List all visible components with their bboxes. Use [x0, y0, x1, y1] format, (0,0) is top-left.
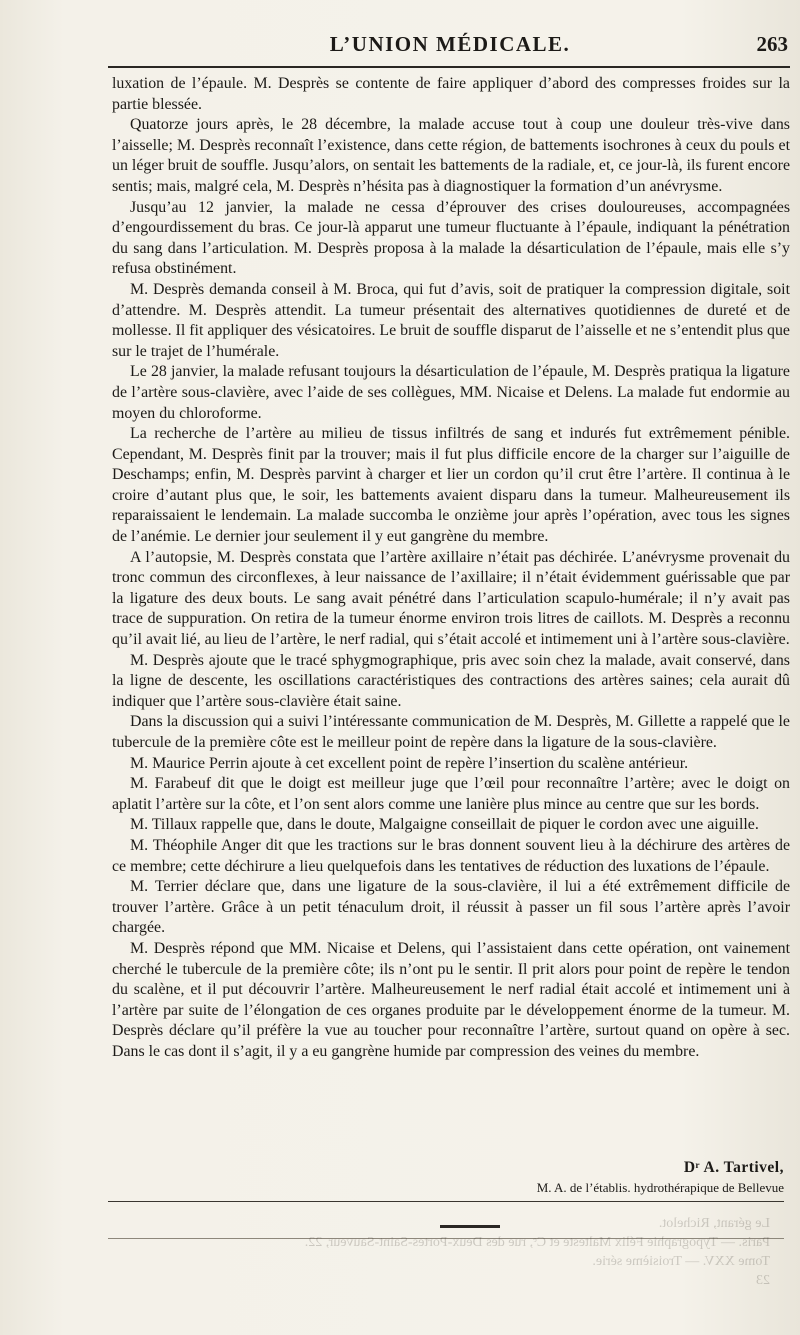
bleed-line: 23 — [756, 1273, 770, 1288]
paragraph: M. Desprès répond que MM. Nicaise et Delens, qui l’assistaient dans cette opération, ont vainement cherché le tubercule de la première côte; ils n’ont pu le sentir. Il prit alors pour point de repère le tendon du scalène, et il put découvrir l’artère. Malheureusement le nerf radial était accolé et intimement uni à l’artère par suite de l’élongation de ces organes produite par le développement énorme de la tumeur. M. Desprès déclare qu’il préfère la vue au toucher pour reconnaître l’artère, surtout quand on opère à sec. Dans le cas dont il s’agit, il y a eu gangrène humide par compression des veines du membre. — [112, 939, 790, 1060]
paragraph: M. Maurice Perrin ajoute à cet excellent point de repère l’insertion du scalène antérieur. — [130, 754, 689, 772]
paragraph: M. Farabeuf dit que le doigt est meilleur juge que l’œil pour reconnaître l’artère; avec le doigt on aplatit l’artère sur la côte, et l’on sent alors comme une lanière plus mince au centre que sur les bords. — [112, 775, 790, 813]
author-title: M. A. de l’établis. hydrothérapique de Bellevue — [536, 1180, 784, 1195]
paragraph: La recherche de l’artère au milieu de tissus infiltrés de sang et indurés fut extrêmement pénible. Cependant, M. Desprès finit par la trouver; mais il fut plus difficile encore de la charger sur l’aiguille de Deschamps; enfin, M. Desprès parvint à charger et lier un cordon qu’il crut être l’artère. Il continua à le croire d’autant plus que, le soir, les battements avaient disparu dans la tumeur. Malheureusement ils reparaissaient le lendemain. La malade succomba le onzième jour après l’opération, avec tous les signes de l’anémie. Le dernier jour seulement il y eut gangrène du membre. — [112, 425, 790, 546]
footer-rule — [108, 1201, 784, 1202]
paragraph: luxation de l’épaule. M. Desprès se contente de faire appliquer d’abord des compresses froides sur la partie blessée. — [112, 75, 790, 113]
bleed-line: Paris. — Typographie Félix Malteste et Cᵉ, rue des Deux-Portes-Saint-Sauveur, 22. — [304, 1235, 770, 1250]
running-title: L’UNION MÉDICALE. — [329, 32, 571, 56]
page-header — [110, 30, 790, 60]
bleed-line: Le gérant, Richelot. — [658, 1216, 770, 1231]
paragraph: M. Desprès demanda conseil à M. Broca, qui fut d’avis, soit de pratiquer la compression digitale, soit d’attendre. M. Desprès attendit. La tumeur présentait des alternatives quotidiennes de dureté et de mollesse. Il fit appliquer des vésicatoires. Le bruit de souffle disparut de l’aisselle et ne s’entendit plus que sur le trajet de l’humérale. — [112, 280, 790, 360]
paragraph: M. Tillaux rappelle que, dans le doute, Malgaigne conseillait de piquer le cordon avec une aiguille. — [130, 816, 759, 834]
paragraph: Quatorze jours après, le 28 décembre, la malade accuse tout à coup une douleur très-vive dans l’aisselle; M. Desprès reconnaît l’existence, dans cette région, de battements isochrones à ceux du pouls et un léger bruit de souffle. Jusqu’alors, on sentait les battements de la radiale, et, ce jour-là, ils furent encore sentis; mais, malgré cela, M. Desprès n’hésita pas à diagnostiquer la formation d’un anévrysme. — [112, 116, 790, 195]
paragraph: M. Théophile Anger dit que les tractions sur le bras donnent souvent lieu à la déchirure des artères de ce membre; cette déchirure a lieu quelquefois dans les tentatives de réduction des luxations de l’épaule. — [112, 836, 790, 875]
author-name: Dʳ A. Tartivel, — [683, 1159, 784, 1176]
paragraph: Jusqu’au 12 janvier, la malade ne cessa d’éprouver des crises douloureuses, accompagnées d’engourdissement du bras. Ce jour-là apparut une tumeur fluctuante à l’épaule, indiquant la pénétration du sang dans l’articulation. M. Desprès proposa à la malade la désarticulation de l’épaule, mais elle s’y refusa obstinément. — [112, 198, 790, 278]
header-rule — [108, 66, 790, 68]
paragraph: M. Desprès ajoute que le tracé sphygmographique, pris avec soin chez la malade, avait conservé, dans la ligne de descente, les oscillations caractéristiques des contractions des artères saines; cela aurait dû indiquer que l’artère sous-clavière était saine. — [112, 651, 790, 710]
paragraph: A l’autopsie, M. Desprès constata que l’artère axillaire n’était pas déchirée. L’anévrysme provenait du tronc commun des circonflexes, à leur naissance de l’axillaire; il n’était évidemment guérissable que par la ligature des deux bouts. Le sang avait pénétré dans l’articulation scapulo-humérale; il n’y avait pas trace de suppuration. On retira de la tumeur énorme environ trois litres de caillots. M. Desprès a reconnu qu’il avait lié, au lieu de l’artère, le nerf radial, qui s’était accolé et intimement uni à l’artère sous-clavière. — [112, 548, 790, 649]
paragraph: Dans la discussion qui a suivi l’intéressante communication de M. Desprès, M. Gillette a rappelé que le tubercule de la première côte est le meilleur point de repère dans la ligature de la sous-clavière. — [112, 713, 790, 751]
bleed-through-text — [150, 1214, 770, 1314]
bleed-line: Tome XXV. — Troisième série. — [592, 1254, 770, 1269]
paragraph: Le 28 janvier, la malade refusant toujours la désarticulation de l’épaule, M. Desprès pratiqua la ligature de l’artère sous-clavière, avec l’aide de ses collègues, MM. Nicaise et Delens. La malade fut endormie au moyen du chloroforme. — [112, 363, 790, 422]
page-number: 263 — [756, 32, 788, 56]
article-body — [112, 74, 790, 1063]
paragraph: M. Terrier déclare que, dans une ligature de la sous-clavière, il lui a été extrêmement difficile de trouver l’artère. Grâce à un petit ténaculum droit, il réussit à passer un fil sous l’artère après l’avoir chargée. — [112, 878, 790, 937]
author-signature — [537, 1158, 784, 1198]
